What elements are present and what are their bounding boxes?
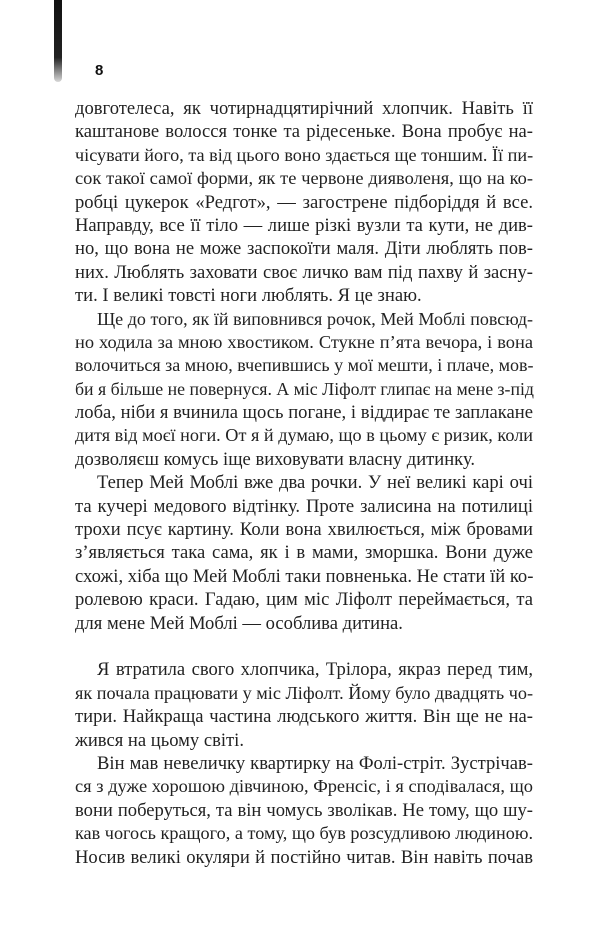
text-line: каштанове волосся тонке та рідесеньке. Вона пробує на-: [75, 121, 533, 143]
section-break: [75, 635, 533, 658]
text-line: но, що вона не може заспокоїти маля. Діти люблять пов-: [75, 238, 533, 260]
text-line: Я втратила свого хлопчика, Трілора, якраз перед тим,: [97, 659, 533, 681]
text-line: Тепер Мей Моблі вже два рочки. У неї великі карі очі: [97, 472, 533, 494]
text-line: кав чогось кращого, а тому, що був розсудливою людиною.: [75, 823, 533, 844]
text-line: лоба, ніби я вчинила щось погане, і віддирає те заплакане: [75, 402, 533, 424]
text-line: робці цукерок «Редгот», — загострене підборіддя й все.: [75, 191, 533, 213]
text-line: ти. І великі товсті ноги люблять. Я це знаю.: [75, 285, 422, 307]
body-text: [75, 97, 533, 869]
text-line: Носив великі окуляри й постійно читав. Він навіть почав: [75, 846, 533, 868]
paragraph: [75, 752, 533, 869]
text-line: тири. Найкраща частина людського життя. Він ще не на-: [75, 706, 533, 728]
text-line: та кучері медового відтінку. Проте залисина на потилиці: [75, 495, 533, 517]
text-line: них. Люблять заховати своє личко вам під пахву й засну-: [75, 261, 533, 283]
paragraph: [75, 97, 533, 308]
text-line: Ще до того, як їй виповнився рочок, Мей Моблі повсюд-: [97, 308, 533, 329]
text-line: вони поберуться, та він чомусь зволікав. Не тому, що шу-: [75, 799, 533, 821]
text-line: ся з дуже хорошою дівчиною, Френсіс, і я сподівалася, що: [75, 776, 533, 797]
text-line: для мене Мей Моблі — особлива дитина.: [75, 612, 403, 634]
text-line: Направду, все її тіло — лише різкі вузли та кути, не див-: [75, 214, 533, 236]
text-line: би я більше не повернуся. А міс Ліфолт глипає на мене з-під: [75, 378, 534, 399]
text-line: волочиться за мною, вчепившись у мої мешти, і плаче, мов-: [75, 355, 534, 376]
paragraph: [75, 308, 533, 472]
text-line: сок такої самої форми, як те червоне дияволеня, що на ко-: [75, 168, 533, 189]
page-binding-edge: [54, 0, 62, 82]
text-line: чісувати його, та від цього воно здається ще тоншим. Її пи-: [75, 144, 534, 165]
paragraph: [75, 471, 533, 635]
text-line: жився на цьому світі.: [75, 729, 244, 751]
paragraph: [75, 658, 533, 752]
text-line: трохи псує картину. Коли вона хвилюється, між бровами: [75, 519, 533, 541]
text-line: схожі, хіба що Мей Моблі таки повненька. Не стати їй ко-: [75, 565, 534, 587]
text-line: дитя від моєї ноги. От я й думаю, що в цьому є ризик, коли: [75, 425, 533, 446]
page-number: 8: [95, 62, 104, 79]
text-line: но ходила за мною хвостиком. Стукне п’ята вечора, і вона: [75, 331, 533, 352]
text-line: ролевою краси. Гадаю, цим міс Ліфолт переймається, та: [75, 589, 533, 611]
text-line: Він мав невеличку квартирку на Фолі-стріт. Зустрічав-: [97, 752, 533, 774]
text-line: з’являється така сама, як і в мами, зморшка. Вони дуже: [75, 542, 533, 564]
text-line: довготелеса, як чотирнадцятирічний хлопчик. Навіть її: [75, 98, 533, 119]
text-line: дозволяєш комусь іще виховувати власну дитинку.: [75, 448, 476, 470]
text-line: як почала працювати у міс Ліфолт. Йому було двадцять чо-: [75, 682, 533, 703]
